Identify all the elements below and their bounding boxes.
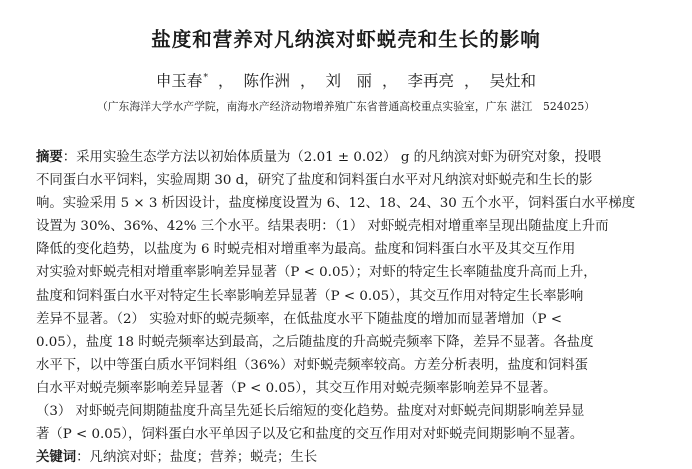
- abstract-line: 盐度和饲料蛋白水平对特定生长率影响差异显著（P < 0.05），其交互作用对特定生长率影响: [36, 288, 584, 304]
- abstract-line: 降低的变化趋势，以盐度为 6 时蜕壳相对增重率为最高。盐度和饲料蛋白水平及其交互作用: [36, 242, 576, 258]
- author-separator: ，: [217, 72, 234, 90]
- keywords-text: ：凡纳滨对虾；盐度；营养；蜕壳；生长: [76, 450, 318, 466]
- author: 吴灶和: [489, 72, 537, 90]
- keywords-label: 关键词: [36, 450, 77, 466]
- author-list: [0, 69, 692, 91]
- abstract-line: （3） 对虾蜕壳间期随盐度升高呈先延长后缩短的变化趋势。盐度对对虾蜕壳间期影响差异显: [36, 404, 585, 420]
- paper-title: 盐度和营养对凡纳滨对虾蜕壳和生长的影响: [151, 28, 541, 51]
- author: 申玉春*: [155, 72, 208, 90]
- affiliation: （广东海洋大学水产学院，南海水产经济动物增养殖广东省普通高校重点实验室，广东 湛江 524025）: [96, 100, 596, 113]
- abstract-line: 著（P < 0.05），饲料蛋白水平单因子以及它和盐度的交互作用对对虾蜕壳间期影响不显著。: [36, 427, 584, 443]
- author: 李再亮: [407, 72, 455, 90]
- corresponding-author-mark: *: [203, 72, 208, 83]
- abstract-line: 对实验对虾蜕壳相对增重率影响差异显著（P < 0.05）；对虾的特定生长率随盐度升高而上升，: [36, 265, 597, 281]
- abstract-line: 设置为 30%、36%、42% 三个水平。结果表明：（1） 对虾蜕壳相对增重率呈现出随盐度上升而: [36, 219, 609, 235]
- keywords: [36, 446, 676, 469]
- abstract-label: 摘要: [36, 150, 63, 165]
- author: 陈作洲: [243, 72, 290, 90]
- abstract-line: 差异不显著。（2） 实验对虾的蜕壳频率，在低盐度水平下随盐度的增加而显著增加（P <: [36, 311, 563, 327]
- abstract-line: 0.05），盐度 18 时蜕壳频率达到最高，之后随盐度的升高蜕壳频率下降，差异不显著。各盐度: [36, 334, 594, 350]
- abstract-line: 水平下，以中等蛋白质水平饲料组（36%）对虾蜕壳频率较高。方差分析表明，盐度和饲料蛋: [36, 357, 588, 373]
- author-separator: ，: [299, 72, 316, 90]
- author-separator: ，: [464, 72, 480, 90]
- abstract-line: 响。实验采用 5 × 3 析因设计，盐度梯度设置为 6、12、18、24、30 五个水平，饲料蛋白水平梯度: [36, 196, 636, 212]
- abstract-line: 不同蛋白水平饲料，实验周期 30 d，研究了盐度和饲料蛋白水平对凡纳滨对虾蜕壳和生长的影: [36, 173, 593, 189]
- abstract: [36, 146, 676, 469]
- author-separator: ，: [382, 72, 398, 90]
- abstract-line: 白水平对蜕壳频率影响差异显著（P < 0.05），其交互作用对蜕壳频率影响差异不显著。: [36, 380, 557, 396]
- abstract-line: 摘要：采用实验生态学方法以初始体质量为（2.01 ± 0.02） g 的凡纳滨对虾为研究对象，投喂: [36, 150, 602, 165]
- author: 刘 丽: [325, 72, 372, 90]
